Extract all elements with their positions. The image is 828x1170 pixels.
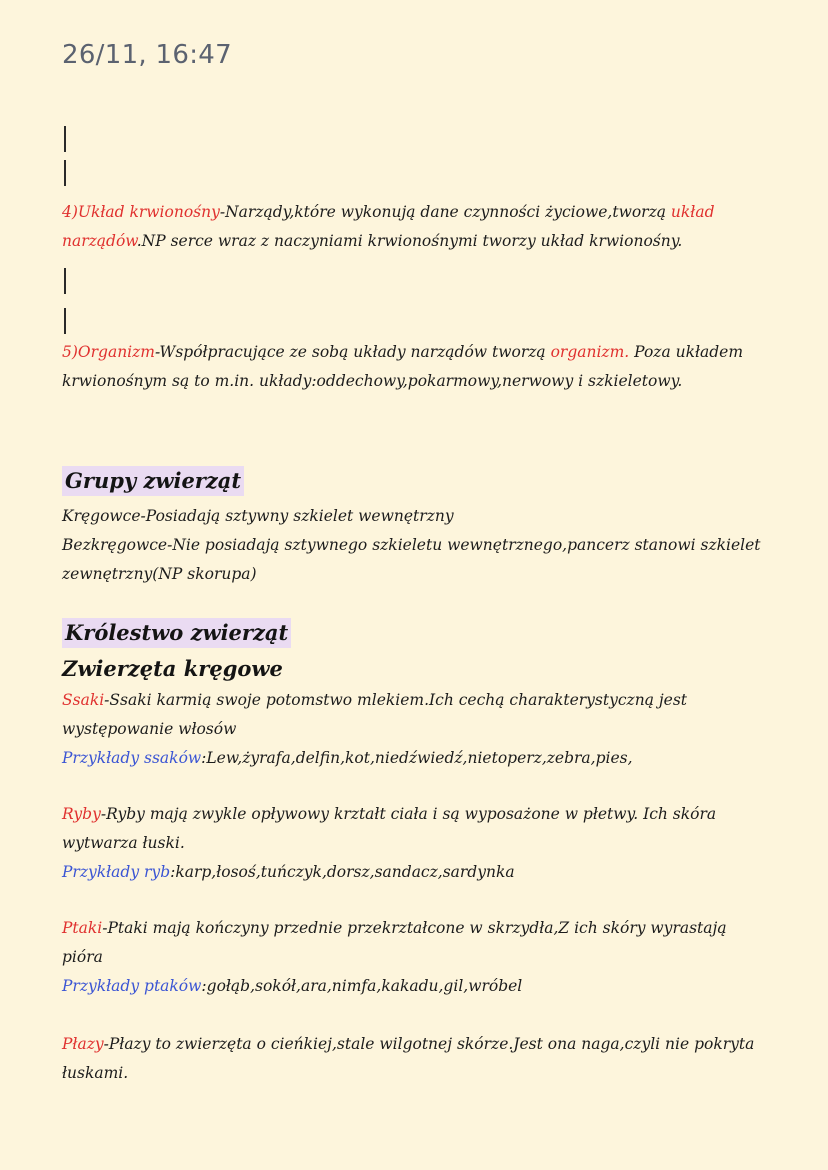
examples-label: Przykłady ryb [62,863,171,881]
section-text: Poza układem krwionośnym są to m.in. układy:oddechowy,pokarmowy,nerwowy i szkieletowy. [62,343,744,390]
section-text: -Narządy,które wykonują dane czynności życiowe,tworzą [219,203,671,221]
ptaki-label: Ptaki [62,919,103,937]
section-grupy [62,502,762,589]
ptaki-text: -Ptaki mają kończyny przednie przekrztałcone w skrzydła,Z ich skóry wyrastają pióra [62,919,727,966]
plazy-description [62,1030,762,1088]
ryby-examples [62,858,762,887]
section-label: 5)Organizm [62,343,155,361]
ryby-description [62,800,762,858]
heading-krolestwo-zwierzat: Królestwo zwierząt [62,618,291,648]
note-timestamp: 26/11, 16:47 [62,40,232,70]
section-text: .NP serce wraz z naczyniami krwionośnymi tworzy układ krwionośny. [136,232,683,250]
section-plazy [62,1030,762,1088]
section-ptaki [62,914,762,1001]
examples-list: :Lew,żyrafa,delfin,kot,niedźwiedź,nietoperz,zebra,pies, [201,749,633,767]
heading-grupy-zwierzat: Grupy zwierząt [62,466,244,496]
section-ssaki [62,686,762,773]
group-vertebrates: Kręgowce-Posiadają sztywny szkielet wewnętrzny [62,507,454,525]
ssaki-text: -Ssaki karmią swoje potomstwo mlekiem.Ich cechą charakterystyczną jest występowanie włosów [62,691,688,738]
examples-label: Przykłady ptaków [62,977,202,995]
ptaki-description [62,914,762,972]
highlighted-term: układ narządów [62,203,715,250]
group-invertebrates: Bezkręgowce-Nie posiadają sztywnego szkieletu wewnętrznego,pancerz stanowi szkielet zewnętrzny(NP skorupa) [62,536,761,583]
plazy-text: -Płazy to zwierzęta o cieńkiej,stale wilgotnej skórze.Jest ona naga,czyli nie pokryta łuskami. [62,1035,755,1082]
section-text: -Współpracujące ze sobą układy narządów tworzą [155,343,551,361]
text-cursor-divider [64,126,66,152]
highlighted-term: organizm. [550,343,630,361]
ssaki-description [62,686,762,744]
plazy-label: Płazy [62,1035,104,1053]
examples-list: :karp,łosoś,tuńczyk,dorsz,sandacz,sardynka [170,863,515,881]
section-label: 4)Układ krwionośny [62,203,220,221]
section-organizm [62,338,762,396]
examples-list: :gołąb,sokół,ara,nimfa,kakadu,gil,wróbel [201,977,523,995]
ptaki-examples [62,972,762,1001]
section-ryby [62,800,762,887]
ryby-text: -Ryby mają zwykle opływowy krztałt ciała i są wyposażone w płetwy. Ich skóra wytwarza łuski. [62,805,717,852]
text-cursor-divider [64,268,66,294]
subheading-zwierzeta-kregowe: Zwierzęta kręgowe [62,656,283,681]
examples-label: Przykłady ssaków [62,749,202,767]
text-cursor-divider [64,308,66,334]
section-uklad-krwionosny [62,198,762,256]
ssaki-label: Ssaki [62,691,105,709]
text-cursor-divider [64,160,66,186]
ryby-label: Ryby [62,805,101,823]
ssaki-examples [62,744,762,773]
